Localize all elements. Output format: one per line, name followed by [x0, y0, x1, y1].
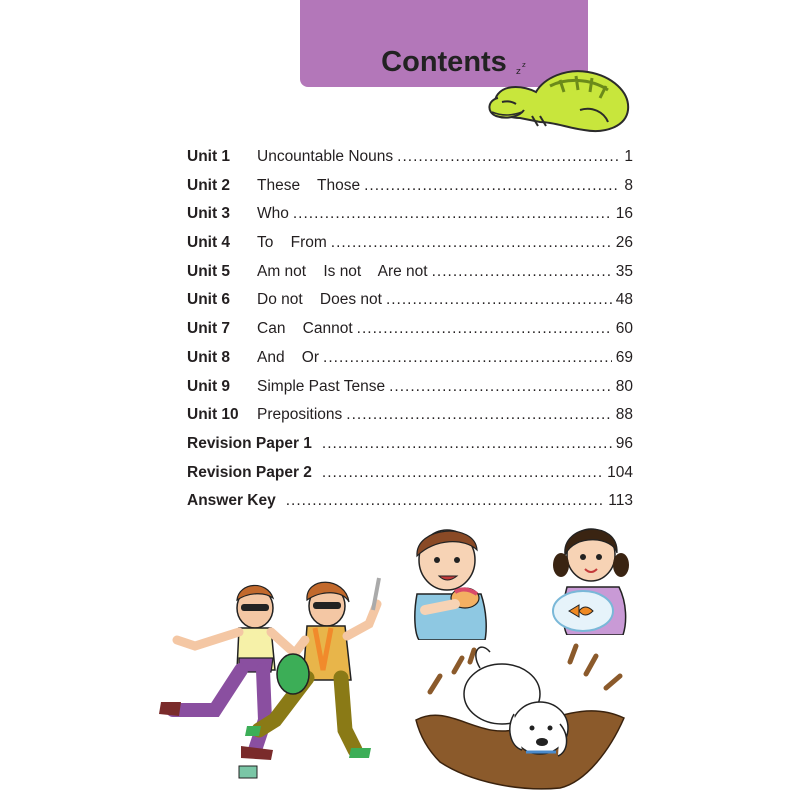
page-number: 113 — [608, 492, 633, 510]
toc-row-revision-paper-1[interactable] — [187, 430, 633, 459]
page-number: 88 — [615, 406, 633, 424]
dot-leader — [386, 286, 612, 315]
toc-row-unit-2[interactable] — [187, 172, 633, 201]
unit-label: Unit 5 — [187, 262, 231, 280]
girl-fishbowl-illustration — [545, 515, 635, 635]
running-thieves-illustration — [155, 570, 395, 785]
toc-row-unit-7[interactable] — [187, 315, 633, 344]
page-number: 96 — [615, 434, 633, 452]
page-title: Contents — [381, 46, 507, 78]
toc-row-unit-9[interactable] — [187, 373, 633, 402]
toc-row-revision-paper-2[interactable] — [187, 459, 633, 488]
unit-label: Unit 6 — [187, 291, 231, 309]
svg-text:z: z — [516, 67, 521, 77]
page-number: 80 — [615, 377, 633, 395]
unit-label: Unit 10 — [187, 406, 239, 424]
unit-label: Unit 7 — [187, 320, 231, 338]
table-of-contents — [187, 143, 633, 516]
unit-title: Uncountable Nouns — [257, 148, 394, 165]
sleeping-lizard-icon — [480, 56, 638, 136]
page-number: 35 — [615, 262, 633, 280]
unit-title: Am not Is not Are not — [257, 262, 428, 280]
page-number: 69 — [615, 348, 633, 366]
svg-text:z: z — [522, 61, 526, 69]
unit-title: To From — [257, 234, 327, 252]
unit-label: Unit 3 — [187, 205, 231, 223]
dot-leader — [364, 172, 620, 201]
page-number: 48 — [615, 291, 633, 309]
dot-leader — [322, 459, 603, 488]
toc-row-unit-8[interactable] — [187, 344, 633, 373]
boy-eating-illustration — [405, 520, 495, 640]
unit-label: Unit 9 — [187, 377, 231, 395]
unit-label: Unit 8 — [187, 348, 231, 366]
section-label: Revision Paper 2 — [187, 463, 312, 481]
toc-row-unit-10[interactable] — [187, 401, 633, 430]
toc-row-unit-1[interactable] — [187, 143, 633, 172]
dot-leader — [286, 487, 605, 516]
unit-title: Can Cannot — [257, 320, 353, 338]
unit-title: Prepositions — [257, 406, 343, 424]
unit-title: Do not Does not — [257, 291, 382, 309]
toc-row-answer-key[interactable] — [187, 487, 633, 516]
dot-leader — [346, 401, 611, 430]
page-number: 8 — [624, 176, 633, 194]
dot-leader — [397, 143, 620, 172]
unit-title: These Those — [257, 176, 361, 194]
unit-label: Unit 2 — [187, 176, 231, 194]
toc-row-unit-5[interactable] — [187, 258, 633, 287]
unit-label: Unit 4 — [187, 234, 231, 252]
dot-leader — [323, 344, 612, 373]
page-number: 1 — [624, 148, 633, 165]
unit-title: Simple Past Tense — [257, 377, 386, 395]
dot-leader — [432, 258, 612, 287]
dot-leader — [293, 200, 612, 229]
section-label: Answer Key — [187, 492, 276, 510]
unit-title: Who — [257, 205, 289, 223]
dot-leader — [389, 373, 612, 402]
section-label: Revision Paper 1 — [187, 434, 312, 452]
unit-label: Unit 1 — [187, 148, 231, 165]
toc-row-unit-4[interactable] — [187, 229, 633, 258]
page-number: 104 — [607, 463, 633, 481]
page-number: 26 — [615, 234, 633, 252]
page-number: 16 — [615, 205, 633, 223]
toc-row-unit-6[interactable] — [187, 286, 633, 315]
toc-row-unit-3[interactable] — [187, 200, 633, 229]
dot-leader — [357, 315, 612, 344]
dot-leader — [331, 229, 612, 258]
unit-title: And Or — [257, 348, 320, 366]
muddy-dog-illustration — [410, 632, 630, 792]
page-number: 60 — [615, 320, 633, 338]
dot-leader — [322, 430, 612, 459]
